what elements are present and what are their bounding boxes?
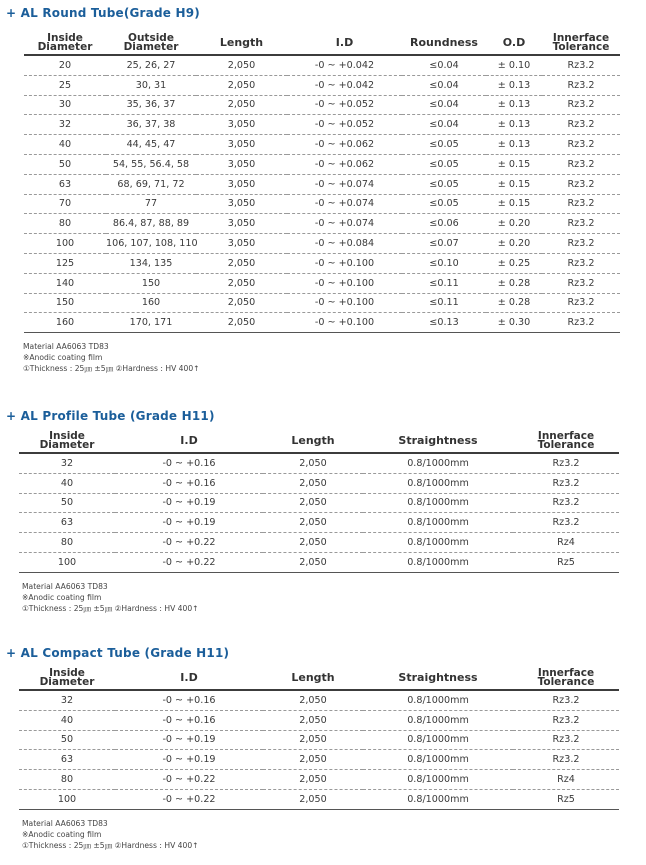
table-cell: 2,050 [263,690,363,710]
table-header-row [19,666,619,690]
table-cell: 2,050 [263,730,363,750]
table-cell: 2,050 [263,789,363,809]
table-cell: 77 [106,194,196,214]
table-cell: ± 0.15 [486,194,542,214]
header-inside-diameter: Inside Diameter [19,666,115,690]
table-cell: Rz3.2 [542,293,620,313]
table-cell: 32 [19,690,115,710]
table-cell: ≤0.04 [402,55,486,75]
table-cell: -0 ~ +0.100 [287,253,402,273]
table-cell: -0 ~ +0.100 [287,293,402,313]
table-row [19,770,619,790]
table-cell: ≤0.05 [402,174,486,194]
table-cell: 2,050 [196,75,287,95]
table-cell: ± 0.28 [486,293,542,313]
table-cell: 2,050 [263,750,363,770]
profile-tube-notes [22,581,199,614]
table-cell: 25, 26, 27 [106,55,196,75]
header-roundness: Roundness [402,31,486,55]
table-header-row [24,31,620,55]
table-row [19,730,619,750]
table-cell: 63 [19,513,115,533]
header-id: I.D [115,666,263,690]
header-length: Length [263,429,363,453]
table-cell: 63 [19,750,115,770]
table-row [19,552,619,572]
table-cell: 2,050 [263,493,363,513]
table-row [24,313,620,333]
table-cell: 2,050 [196,253,287,273]
table-cell: 0.8/1000mm [363,710,513,730]
table-row [19,710,619,730]
table-cell: ± 0.25 [486,253,542,273]
table-cell: -0 ~ +0.052 [287,95,402,115]
table-cell: 134, 135 [106,253,196,273]
table-cell: Rz3.2 [513,453,619,473]
table-cell: 40 [19,710,115,730]
table-row [19,453,619,473]
table-cell: 32 [19,453,115,473]
table-cell: 0.8/1000mm [363,730,513,750]
header-outside-diameter: Outside Diameter [106,31,196,55]
compact-tube-title: + AL Compact Tube (Grade H11) [6,646,230,660]
table-cell: Rz3.2 [513,513,619,533]
table-cell: ± 0.20 [486,214,542,234]
table-cell: Rz3.2 [542,115,620,135]
table-row [19,473,619,493]
profile-tube-rows [19,453,619,572]
table-cell: 0.8/1000mm [363,750,513,770]
table-row [19,513,619,533]
table-cell: -0 ~ +0.16 [115,453,263,473]
note-thickness-hardness: ①Thickness : 25㎛ ±5㎛ ②Hardness : HV 400↑ [22,604,199,613]
table-cell: ± 0.15 [486,174,542,194]
header-innerface-tolerance: Innerface Tolerance [542,31,620,55]
table-cell: -0 ~ +0.100 [287,273,402,293]
table-cell: ± 0.10 [486,55,542,75]
table-cell: -0 ~ +0.052 [287,115,402,135]
table-cell: 2,050 [263,552,363,572]
table-cell: 100 [24,234,106,254]
note-coating: ※Anodic coating film [23,353,103,362]
table-cell: Rz3.2 [513,473,619,493]
round-tube-title: + AL Round Tube(Grade H9) [6,6,200,20]
table-cell: ≤0.07 [402,234,486,254]
table-cell: Rz5 [513,789,619,809]
table-cell: Rz5 [513,552,619,572]
table-cell: Rz3.2 [513,750,619,770]
table-cell: Rz3.2 [542,214,620,234]
table-cell: 2,050 [196,55,287,75]
table-cell: 80 [19,533,115,553]
table-cell: Rz3.2 [542,135,620,155]
table-row [24,75,620,95]
table-cell: ≤0.04 [402,115,486,135]
table-row [19,789,619,809]
table-cell: 160 [106,293,196,313]
table-cell: -0 ~ +0.16 [115,473,263,493]
table-row [24,154,620,174]
header-straightness: Straightness [363,429,513,453]
table-cell: 40 [19,473,115,493]
table-cell: 30 [24,95,106,115]
table-cell: 0.8/1000mm [363,473,513,493]
table-cell: -0 ~ +0.042 [287,75,402,95]
table-cell: Rz3.2 [542,75,620,95]
table-row [24,253,620,273]
table-cell: Rz3.2 [542,253,620,273]
table-cell: 2,050 [196,293,287,313]
table-cell: -0 ~ +0.16 [115,690,263,710]
table-cell: 68, 69, 71, 72 [106,174,196,194]
table-cell: 3,050 [196,115,287,135]
round-tube-table [24,31,620,333]
table-cell: -0 ~ +0.074 [287,174,402,194]
table-header-row [19,429,619,453]
table-cell: Rz3.2 [542,95,620,115]
header-inside-diameter: Inside Diameter [19,429,115,453]
table-cell: 2,050 [263,473,363,493]
table-cell: ± 0.28 [486,273,542,293]
header-id: I.D [287,31,402,55]
table-cell: -0 ~ +0.22 [115,770,263,790]
table-cell: -0 ~ +0.084 [287,234,402,254]
table-cell: 30, 31 [106,75,196,95]
table-cell: Rz3.2 [542,313,620,333]
table-cell: ≤0.04 [402,95,486,115]
table-cell: -0 ~ +0.19 [115,730,263,750]
table-cell: ± 0.30 [486,313,542,333]
table-cell: 0.8/1000mm [363,552,513,572]
header-inside-diameter: Inside Diameter [24,31,106,55]
table-cell: 50 [24,154,106,174]
table-cell: Rz3.2 [513,730,619,750]
table-cell: ≤0.06 [402,214,486,234]
table-cell: 32 [24,115,106,135]
table-cell: 36, 37, 38 [106,115,196,135]
round-tube-rows [24,55,620,333]
table-cell: 100 [19,552,115,572]
table-row [24,135,620,155]
header-length: Length [196,31,287,55]
profile-tube-table [19,429,619,573]
table-cell: ≤0.11 [402,273,486,293]
table-cell: 2,050 [196,273,287,293]
table-row [19,493,619,513]
table-cell: -0 ~ +0.16 [115,710,263,730]
table-cell: -0 ~ +0.062 [287,135,402,155]
table-cell: Rz3.2 [542,234,620,254]
table-cell: 0.8/1000mm [363,690,513,710]
table-row [24,234,620,254]
table-cell: 86.4, 87, 88, 89 [106,214,196,234]
table-cell: ≤0.05 [402,135,486,155]
table-cell: Rz3.2 [542,194,620,214]
table-cell: ± 0.13 [486,115,542,135]
table-cell: ± 0.13 [486,135,542,155]
note-thickness-hardness: ①Thickness : 25㎛ ±5㎛ ②Hardness : HV 400↑ [22,841,199,850]
note-material: Material AA6063 TD83 [23,342,109,351]
table-cell: 2,050 [263,513,363,533]
table-cell: 80 [19,770,115,790]
table-cell: -0 ~ +0.074 [287,194,402,214]
table-cell: ≤0.05 [402,194,486,214]
table-row [24,115,620,135]
table-cell: ± 0.15 [486,154,542,174]
table-cell: 106, 107, 108, 110 [106,234,196,254]
table-cell: 3,050 [196,135,287,155]
table-cell: 2,050 [263,710,363,730]
compact-tube-rows [19,690,619,809]
table-cell: ≤0.11 [402,293,486,313]
table-row [24,194,620,214]
table-cell: ≤0.04 [402,75,486,95]
table-cell: 3,050 [196,174,287,194]
table-cell: 2,050 [196,313,287,333]
table-row [24,214,620,234]
table-cell: Rz3.2 [542,174,620,194]
table-cell: 2,050 [196,95,287,115]
table-cell: 140 [24,273,106,293]
table-row [24,55,620,75]
table-cell: -0 ~ +0.19 [115,513,263,533]
table-cell: 0.8/1000mm [363,770,513,790]
table-cell: Rz3.2 [542,55,620,75]
table-cell: 54, 55, 56.4, 58 [106,154,196,174]
table-cell: 3,050 [196,154,287,174]
table-cell: 0.8/1000mm [363,789,513,809]
table-cell: -0 ~ +0.22 [115,533,263,553]
table-cell: 70 [24,194,106,214]
table-cell: 3,050 [196,194,287,214]
table-cell: ± 0.20 [486,234,542,254]
table-cell: Rz3.2 [542,154,620,174]
table-cell: ≤0.13 [402,313,486,333]
table-cell: 0.8/1000mm [363,453,513,473]
table-cell: ≤0.10 [402,253,486,273]
header-straightness: Straightness [363,666,513,690]
table-row [24,174,620,194]
header-id: I.D [115,429,263,453]
table-cell: 160 [24,313,106,333]
table-cell: ± 0.13 [486,95,542,115]
table-row [19,690,619,710]
table-cell: 150 [106,273,196,293]
table-cell: 20 [24,55,106,75]
table-cell: 100 [19,789,115,809]
header-length: Length [263,666,363,690]
table-row [24,95,620,115]
table-cell: 3,050 [196,214,287,234]
table-cell: 2,050 [263,770,363,790]
compact-tube-notes [22,818,199,851]
table-cell: ± 0.13 [486,75,542,95]
table-cell: 2,050 [263,533,363,553]
table-cell: Rz4 [513,533,619,553]
table-cell: 150 [24,293,106,313]
note-coating: ※Anodic coating film [22,830,102,839]
header-od: O.D [486,31,542,55]
table-cell: Rz3.2 [513,493,619,513]
table-cell: -0 ~ +0.042 [287,55,402,75]
table-cell: -0 ~ +0.074 [287,214,402,234]
table-cell: ≤0.05 [402,154,486,174]
table-cell: 0.8/1000mm [363,493,513,513]
note-coating: ※Anodic coating film [22,593,102,602]
table-cell: 125 [24,253,106,273]
table-cell: 50 [19,730,115,750]
table-cell: 35, 36, 37 [106,95,196,115]
table-cell: 0.8/1000mm [363,513,513,533]
table-cell: 63 [24,174,106,194]
note-thickness-hardness: ①Thickness : 25㎛ ±5㎛ ②Hardness : HV 400↑ [23,364,200,373]
table-cell: -0 ~ +0.062 [287,154,402,174]
header-innerface-tolerance: Innerface Tolerance [513,666,619,690]
table-cell: Rz3.2 [513,710,619,730]
table-cell: Rz3.2 [542,273,620,293]
table-cell: Rz3.2 [513,690,619,710]
table-row [24,273,620,293]
table-cell: 50 [19,493,115,513]
table-cell: 3,050 [196,234,287,254]
table-row [24,293,620,313]
table-cell: 25 [24,75,106,95]
table-cell: 2,050 [263,453,363,473]
table-row [19,533,619,553]
compact-tube-table [19,666,619,810]
note-material: Material AA6063 TD83 [22,819,108,828]
table-cell: Rz4 [513,770,619,790]
header-innerface-tolerance: Innerface Tolerance [513,429,619,453]
table-cell: 170, 171 [106,313,196,333]
table-row [19,750,619,770]
round-tube-notes [23,341,200,374]
table-cell: -0 ~ +0.22 [115,789,263,809]
note-material: Material AA6063 TD83 [22,582,108,591]
table-cell: -0 ~ +0.19 [115,750,263,770]
table-cell: 80 [24,214,106,234]
table-cell: -0 ~ +0.19 [115,493,263,513]
table-cell: 44, 45, 47 [106,135,196,155]
table-cell: -0 ~ +0.22 [115,552,263,572]
table-cell: 40 [24,135,106,155]
table-cell: -0 ~ +0.100 [287,313,402,333]
profile-tube-title: + AL Profile Tube (Grade H11) [6,409,215,423]
table-cell: 0.8/1000mm [363,533,513,553]
